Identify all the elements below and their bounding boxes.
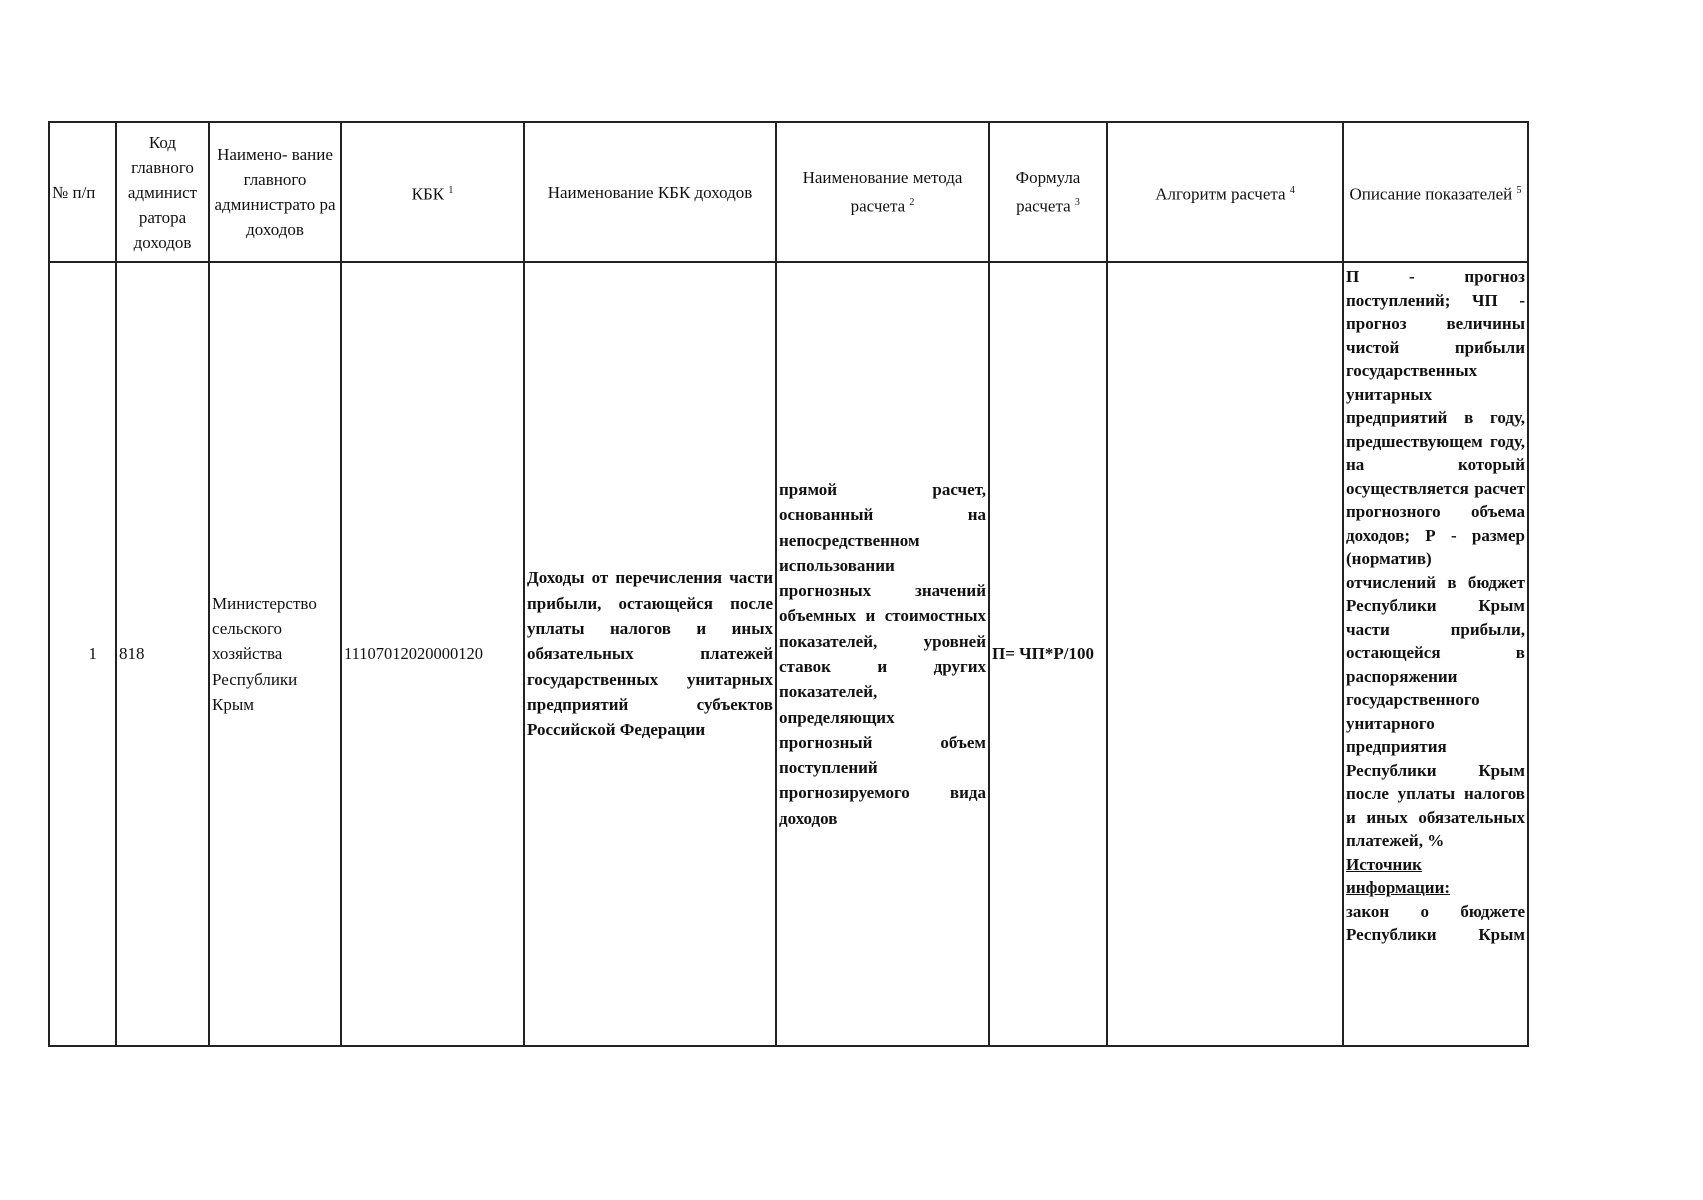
footnote-5: 5: [1516, 184, 1522, 196]
cell-description: [1343, 262, 1528, 1046]
footnote-2: 2: [909, 197, 915, 209]
header-formula: [989, 122, 1107, 262]
cell-num: 1: [49, 262, 116, 1046]
header-algorithm-label: Алгоритм расчета: [1155, 184, 1286, 204]
cell-formula: П= ЧП*Р/100: [989, 262, 1107, 1046]
description-text: П - прогноз поступлений; ЧП - прогноз величины чистой прибыли государственных унитарных предприятий в году, предшествующем году, на который осуществляется расчет прогнозного объема доходов; Р - размер (норматив) отчислений в бюджет Республики Крым части прибыли, остающейся в распоряжении государственного унитарного предприятия Республики Крым после уплаты налогов и иных обязательных платежей, %: [1346, 267, 1525, 850]
header-admin-code: Код главного админист ратора доходов: [116, 122, 209, 262]
footnote-4: 4: [1289, 184, 1295, 196]
header-formula-label: Формула расчета: [1015, 168, 1081, 216]
header-kbk-label: КБК: [411, 184, 445, 204]
header-admin-name: Наимено- вание главного администрато ра доходов: [209, 122, 341, 262]
cell-kbk-name: Доходы от перечисления части прибыли, остающейся после уплаты налогов и иных обязательных платежей государственных унитарных предприятий субъектов Российской Федерации: [524, 262, 776, 1046]
header-row: [49, 122, 1528, 262]
header-description: [1343, 122, 1528, 262]
header-description-label: Описание показателей: [1349, 184, 1513, 204]
cell-algorithm: [1107, 262, 1343, 1046]
source-label: Источник информации:: [1346, 854, 1451, 897]
header-num: № п/п: [49, 122, 116, 262]
footnote-1: 1: [448, 184, 454, 196]
cell-admin-code: 818: [116, 262, 209, 1046]
cell-admin-name: Министерство сельского хозяйства Республики Крым: [209, 262, 341, 1046]
cell-method: прямой расчет, основанный на непосредственном использовании прогнозных значений объемных и стоимостных показателей, уровней ставок и других показателей, определяющих прогнозный объем поступлений прогнозируемого вида доходов: [776, 262, 989, 1046]
header-kbk: [341, 122, 524, 262]
header-kbk-name: Наименование КБК доходов: [524, 122, 776, 262]
source-text: закон о бюджете Республики Крым: [1346, 901, 1525, 944]
header-method-label: Наименование метода расчета: [802, 168, 963, 216]
table-row: [49, 262, 1528, 1046]
cell-kbk: 11107012020000120: [341, 262, 524, 1046]
revenue-forecast-table: [48, 121, 1529, 1047]
header-algorithm: [1107, 122, 1343, 262]
footnote-3: 3: [1074, 197, 1080, 209]
header-method: [776, 122, 989, 262]
